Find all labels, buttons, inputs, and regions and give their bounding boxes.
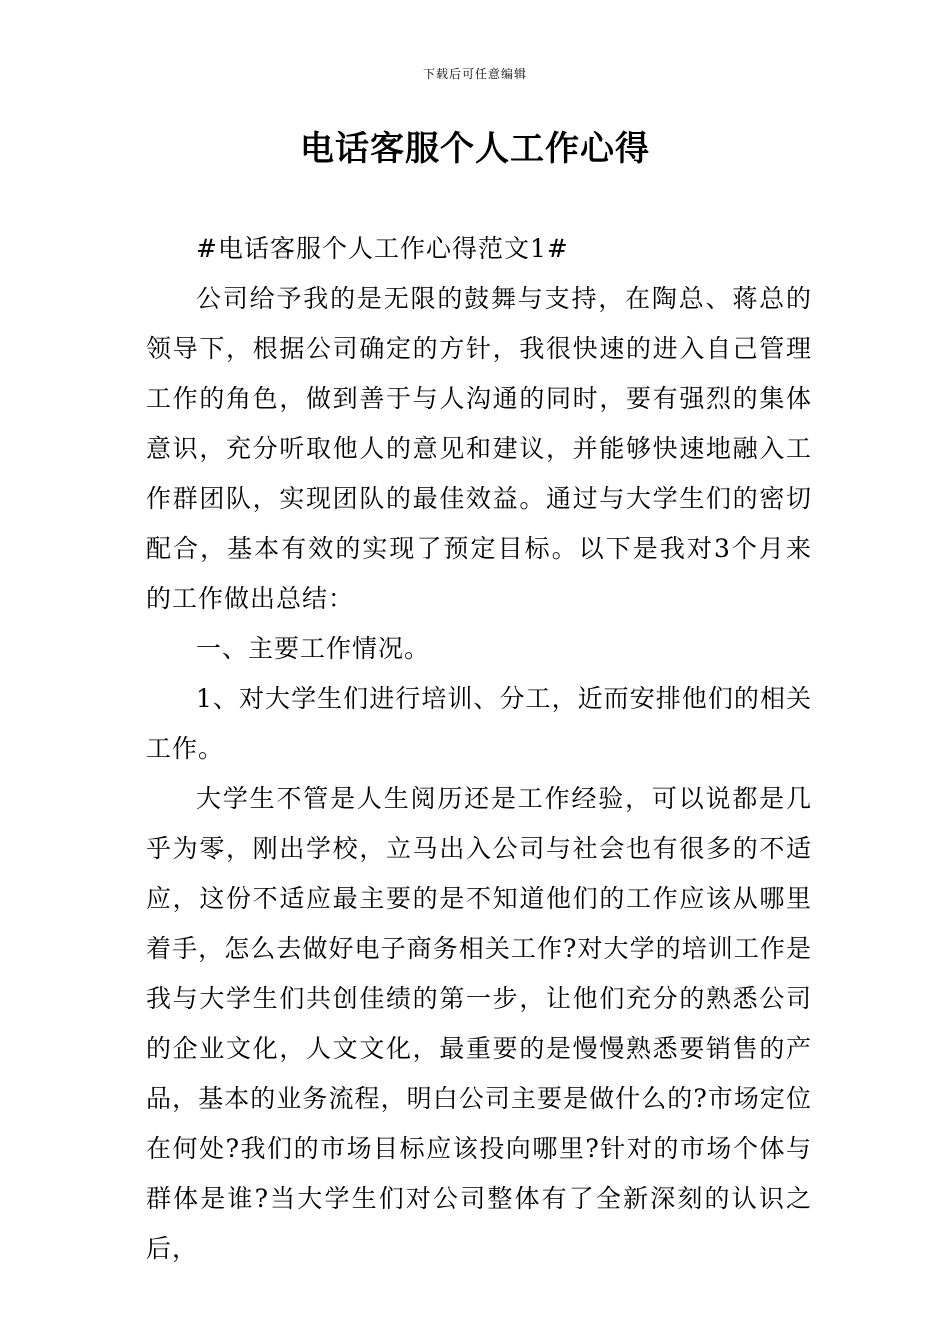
header-note: 下载后可任意编辑 — [422, 67, 527, 81]
document-title: 电话客服个人工作心得 — [300, 129, 650, 169]
document-body — [146, 224, 812, 1274]
list-item: 1、对大学生们进行培训、分工，近而安排他们的相关工作。 — [146, 684, 812, 763]
section-heading: #电话客服个人工作心得范文1# — [196, 234, 569, 263]
paragraph: 大学生不管是人生阅历还是工作经验，可以说都是几乎为零，刚出学校，立马出入公司与社会也有很多的不适应，这份不适应最主要的是不知道他们的工作应该从哪里着手，怎么去做好电子商务相关工作?对大学的培训工作是我与大学生们共创佳绩的第一步，让他们充分的熟悉公司的企业文化，人文文化，最重要的是慢慢熟悉要销售的产品，基本的业务流程，明白公司主要是做什么的?市场定位在何处?我们的市场目标应该投向哪里?针对的市场个体与群体是谁?当大学生们对公司整体有了全新深刻的认识之后， — [146, 784, 812, 1263]
paragraph: 公司给予我的是无限的鼓舞与支持，在陶总、蒋总的领导下，根据公司确定的方针，我很快速的进入自己管理工作的角色，做到善于与人沟通的同时，要有强烈的集体意识，充分听取他人的意见和建议，并能够快速地融入工作群团队，实现团队的最佳效益。通过与大学生们的密切配合，基本有效的实现了预定目标。以下是我对3个月来的工作做出总结： — [146, 284, 812, 613]
subsection-heading: 一、主要工作情况。 — [196, 634, 431, 663]
